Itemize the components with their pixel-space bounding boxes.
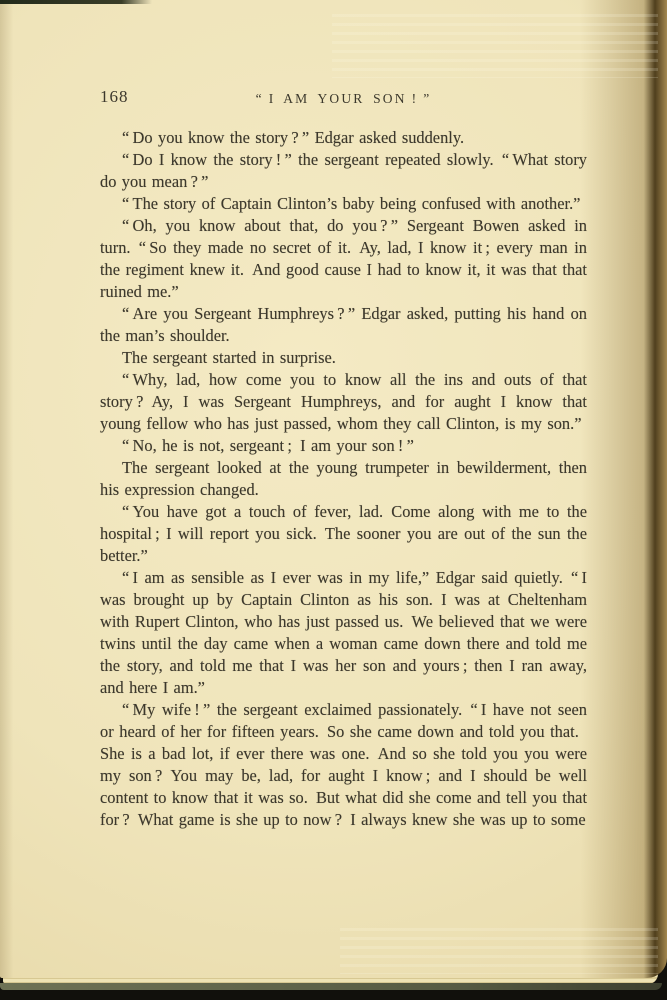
text-column [100,86,587,831]
book-cover-edge [0,983,662,990]
paragraph: “ Are you Sergeant Humphreys ? ” Edgar asked, putting his hand on the man’s shoulder. [100,304,587,345]
paper-streaks-bottom [340,928,658,974]
paragraph: The sergeant looked at the young trumpeter in bewilderment, then his expression changed. [100,458,587,499]
paragraph: “ Oh, you know about that, do you ? ” Sergeant Bowen asked in turn. “ So they made no secret of it. Ay, lad, I know it ; every man in the regiment knew it. And good cause I had to know it, it was that that ruined me.” [100,216,587,301]
paragraph: “ My wife ! ” the sergeant exclaimed passionately. “ I have not seen or heard of her for fifteen years. So she came down and told you that. She is a bad lot, if ever there was one. And so she told you you were my son ? You may be, lad, for aught I know ; and I should be well content to know that it was so. But what did she come and tell you that for ? What game is she up to now ? I always knew she was up to some [100,700,587,829]
paragraph: “ No, he is not, sergeant ; I am your son ! ” [122,436,414,455]
page-number: 168 [100,87,129,106]
page-header [100,86,587,110]
paragraph: “ Do you know the story ? ” Edgar asked suddenly. [122,128,465,147]
paragraph: “ The story of Captain Clinton’s baby being confused with another.” [122,194,581,213]
body-text [100,127,587,831]
paragraph: “ Do I know the story ! ” the sergeant repeated slowly. “ What story do you mean ? ” [100,150,587,191]
paragraph: “ You have got a touch of fever, lad. Come along with me to the hospital ; I will report you sick. The sooner you are out of the sun the better.” [100,502,587,565]
paragraph: “ Why, lad, how come you to know all the ins and outs of that story ? Ay, I was Sergeant Humphreys, and for aught I know that young fellow who has just passed, whom they call Clinton, is my son.” [100,370,587,433]
top-edge-shadow [0,0,152,4]
running-header-title: “ I AM YOUR SON ! ” [255,91,432,106]
paragraph: “ I am as sensible as I ever was in my life,” Edgar said quietly. “ I was brought up by Captain Clinton as his son. I was at Cheltenham with Rupert Clinton, who has just passed us. We believed that we were twins until the day came when a woman came down there and told me the story, and told me that I was her son and yours ; then I ran away, and here I am.” [100,568,587,697]
paragraph: The sergeant started in surprise. [122,348,336,367]
paper-streaks-top [332,14,658,78]
